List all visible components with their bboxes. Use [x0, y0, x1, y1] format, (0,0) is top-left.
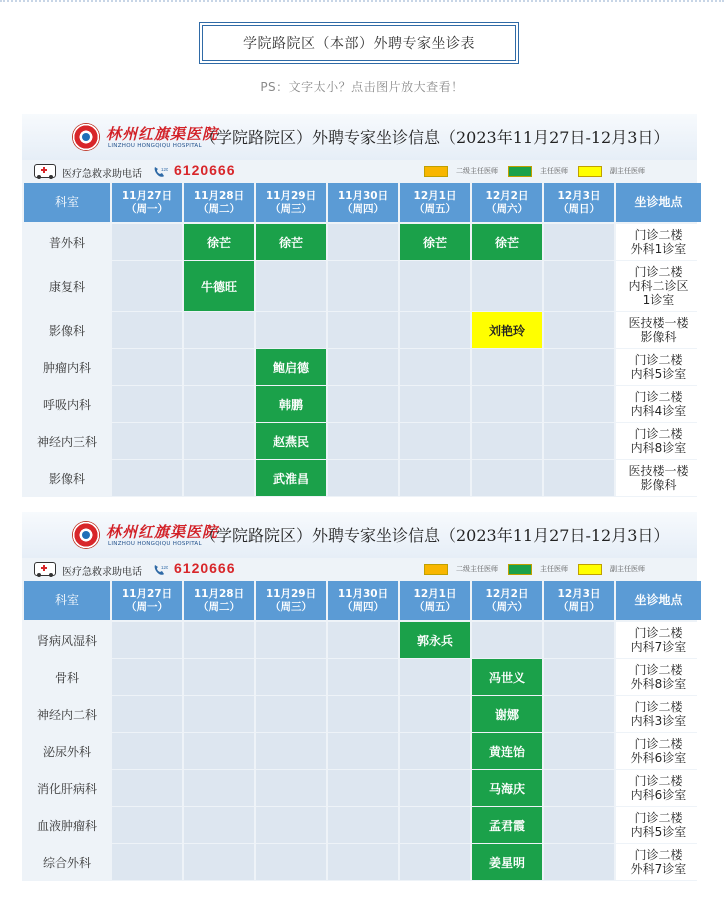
doctor-cell: 牛德旺 [184, 261, 254, 311]
legend-label: 二级主任医师 [456, 565, 498, 573]
header-date: 11月30日 [337, 189, 389, 202]
hospital-name: 林州红旗渠医院 [106, 125, 219, 143]
table-row [24, 770, 701, 806]
dept-cell: 神经内二科 [24, 696, 110, 732]
empty-cell [400, 696, 470, 732]
header-date: 12月3日 [557, 189, 601, 202]
table-row [24, 622, 701, 658]
header-day [472, 581, 542, 620]
location-line: 外科8诊室 [630, 677, 687, 691]
header-weekday: （周四） [342, 202, 384, 215]
location-cell [616, 770, 701, 806]
header-day [256, 581, 326, 620]
doctor-cell: 徐芒 [472, 224, 542, 260]
header-day [400, 581, 470, 620]
schedule-image-2[interactable] [22, 512, 697, 881]
header-weekday: （周三） [270, 600, 312, 613]
dept-cell: 影像科 [24, 312, 110, 348]
doctor-cell: 徐芒 [184, 224, 254, 260]
empty-cell [400, 659, 470, 695]
header-location: 坐诊地点 [616, 581, 701, 620]
location-line: 门诊二楼 [634, 700, 683, 714]
schedule-title: （学院路院区）外聘专家坐诊信息（2023年11月27日-12月3日） [200, 526, 670, 545]
empty-cell [112, 733, 182, 769]
table-row [24, 224, 701, 260]
empty-cell [400, 261, 470, 311]
legend-swatch [508, 564, 532, 575]
header-date: 11月29日 [265, 587, 317, 600]
hospital-name: 林州红旗渠医院 [106, 523, 219, 541]
empty-cell [112, 312, 182, 348]
empty-cell [544, 386, 614, 422]
table-row [24, 696, 701, 732]
empty-cell [184, 844, 254, 880]
doctor-cell: 武淮昌 [256, 460, 326, 496]
legend-item [508, 166, 568, 177]
dept-cell: 血液肿瘤科 [24, 807, 110, 843]
location-line: 内科8诊室 [630, 441, 687, 455]
header-day [544, 581, 614, 620]
dept-cell: 泌尿外科 [24, 733, 110, 769]
page-title-box [199, 22, 519, 64]
empty-cell [184, 696, 254, 732]
hospital-name-en: LINZHOU HONGQIQU HOSPITAL [108, 541, 202, 547]
table-row [24, 659, 701, 695]
legend-label: 主任医师 [540, 167, 568, 175]
empty-cell [328, 460, 398, 496]
empty-cell [544, 312, 614, 348]
doctor-cell: 韩鹏 [256, 386, 326, 422]
empty-cell [400, 460, 470, 496]
dept-cell: 神经内三科 [24, 423, 110, 459]
empty-cell [328, 622, 398, 658]
empty-cell [328, 733, 398, 769]
location-cell [616, 261, 701, 311]
empty-cell [328, 423, 398, 459]
empty-cell [184, 349, 254, 385]
location-line: 门诊二楼 [634, 353, 683, 367]
schedule-image-1[interactable] [22, 114, 697, 497]
schedule-table [22, 580, 703, 881]
legend-swatch [424, 166, 448, 177]
dept-cell: 骨科 [24, 659, 110, 695]
empty-cell [184, 386, 254, 422]
empty-cell [544, 770, 614, 806]
empty-cell [112, 770, 182, 806]
doctor-cell: 马海庆 [472, 770, 542, 806]
table-header-row [24, 581, 701, 620]
header-date: 11月27日 [121, 189, 173, 202]
empty-cell [256, 733, 326, 769]
ps-note: PS：文字太小？点击图片放大查看！ [260, 80, 464, 94]
doctor-cell: 姜星明 [472, 844, 542, 880]
header-date: 11月29日 [265, 189, 317, 202]
location-line: 内科7诊室 [630, 640, 687, 654]
table-row [24, 386, 701, 422]
empty-cell [328, 312, 398, 348]
doctor-cell: 郭永兵 [400, 622, 470, 658]
empty-cell [184, 659, 254, 695]
location-line: 内科5诊室 [630, 825, 687, 839]
empty-cell [328, 807, 398, 843]
empty-cell [256, 770, 326, 806]
empty-cell [544, 349, 614, 385]
doctor-cell: 冯世义 [472, 659, 542, 695]
table-row [24, 312, 701, 348]
hotline-number: 6120666 [174, 560, 236, 576]
panel-header [22, 512, 697, 558]
dept-cell: 康复科 [24, 261, 110, 311]
location-line: 影像科 [640, 478, 677, 492]
empty-cell [544, 261, 614, 311]
header-weekday: （周二） [198, 600, 240, 613]
header-day [184, 183, 254, 222]
empty-cell [256, 807, 326, 843]
panel-header [22, 114, 697, 160]
header-weekday: （周日） [558, 202, 600, 215]
location-line: 门诊二楼 [634, 427, 683, 441]
hotline-number: 6120666 [174, 162, 236, 178]
empty-cell [112, 349, 182, 385]
header-day [544, 183, 614, 222]
empty-cell [256, 696, 326, 732]
ambulance-icon [34, 562, 56, 576]
empty-cell [184, 312, 254, 348]
header-day [184, 581, 254, 620]
hotline-label: 医疗急救求助电话 [62, 567, 142, 578]
empty-cell [472, 386, 542, 422]
header-location: 坐诊地点 [616, 183, 701, 222]
empty-cell [256, 261, 326, 311]
table-row [24, 261, 701, 311]
legend-item [508, 564, 568, 575]
doctor-cell: 刘艳玲 [472, 312, 542, 348]
empty-cell [328, 844, 398, 880]
header-weekday: （周日） [558, 600, 600, 613]
dept-cell: 普外科 [24, 224, 110, 260]
header-weekday: （周六） [486, 202, 528, 215]
location-line: 门诊二楼 [634, 774, 683, 788]
doctor-cell: 徐芒 [256, 224, 326, 260]
empty-cell [544, 460, 614, 496]
empty-cell [256, 844, 326, 880]
header-weekday: （周五） [414, 202, 456, 215]
header-date: 12月1日 [413, 587, 457, 600]
header-day [472, 183, 542, 222]
empty-cell [328, 696, 398, 732]
empty-cell [400, 807, 470, 843]
empty-cell [400, 312, 470, 348]
empty-cell [472, 460, 542, 496]
header-weekday: （周一） [126, 202, 168, 215]
empty-cell [112, 659, 182, 695]
location-line: 1诊室 [642, 293, 675, 307]
legend-label: 二级主任医师 [456, 167, 498, 175]
table-row [24, 844, 701, 880]
empty-cell [544, 696, 614, 732]
legend-swatch [578, 564, 602, 575]
empty-cell [544, 807, 614, 843]
location-cell [616, 386, 701, 422]
location-line: 影像科 [640, 330, 677, 344]
header-day [112, 183, 182, 222]
phone-120-icon [152, 562, 168, 576]
empty-cell [112, 386, 182, 422]
location-cell [616, 696, 701, 732]
location-line: 门诊二楼 [634, 811, 683, 825]
location-cell [616, 622, 701, 658]
empty-cell [472, 349, 542, 385]
table-row [24, 807, 701, 843]
dept-cell: 消化肝病科 [24, 770, 110, 806]
empty-cell [112, 807, 182, 843]
empty-cell [544, 622, 614, 658]
empty-cell [328, 224, 398, 260]
legend-item [578, 564, 645, 575]
header-weekday: （周五） [414, 600, 456, 613]
header-weekday: （周六） [486, 600, 528, 613]
location-line: 内科二诊区 [628, 279, 689, 293]
dept-cell: 肾病风湿科 [24, 622, 110, 658]
header-day [256, 183, 326, 222]
header-day [328, 183, 398, 222]
header-date: 12月2日 [485, 189, 529, 202]
ambulance-icon [34, 164, 56, 178]
empty-cell [472, 423, 542, 459]
location-line: 医技楼一楼 [628, 464, 689, 478]
empty-cell [400, 386, 470, 422]
hospital-logo-icon [72, 521, 100, 549]
empty-cell [256, 622, 326, 658]
phone-120-icon [152, 164, 168, 178]
doctor-cell: 孟君霞 [472, 807, 542, 843]
location-line: 内科4诊室 [630, 404, 687, 418]
location-cell [616, 733, 701, 769]
dept-cell: 肿瘤内科 [24, 349, 110, 385]
legend-swatch [424, 564, 448, 575]
empty-cell [256, 659, 326, 695]
empty-cell [112, 423, 182, 459]
location-line: 内科5诊室 [630, 367, 687, 381]
legend-label: 副主任医师 [610, 167, 645, 175]
empty-cell [184, 733, 254, 769]
header-date: 11月30日 [337, 587, 389, 600]
header-weekday: （周二） [198, 202, 240, 215]
svg-text:120: 120 [161, 167, 168, 172]
location-line: 门诊二楼 [634, 737, 683, 751]
location-line: 内科3诊室 [630, 714, 687, 728]
page-title: 学院路院区（本部）外聘专家坐诊表 [202, 25, 516, 61]
legend [424, 164, 655, 178]
header-date: 11月28日 [193, 587, 245, 600]
header-date: 12月2日 [485, 587, 529, 600]
dept-cell: 影像科 [24, 460, 110, 496]
empty-cell [184, 807, 254, 843]
panel-subheader [22, 558, 697, 580]
location-cell [616, 349, 701, 385]
empty-cell [112, 224, 182, 260]
location-cell [616, 659, 701, 695]
doctor-cell: 黄连饴 [472, 733, 542, 769]
hospital-logo-icon [72, 123, 100, 151]
schedule-table [22, 182, 703, 497]
legend-item [578, 166, 645, 177]
table-row [24, 733, 701, 769]
doctor-cell: 赵燕民 [256, 423, 326, 459]
svg-text:120: 120 [161, 565, 168, 570]
header-dept: 科室 [24, 183, 110, 222]
empty-cell [112, 844, 182, 880]
legend-label: 副主任医师 [610, 565, 645, 573]
location-cell [616, 807, 701, 843]
location-line: 外科7诊室 [630, 862, 687, 876]
empty-cell [544, 733, 614, 769]
header-dept: 科室 [24, 581, 110, 620]
doctor-cell: 鲍启德 [256, 349, 326, 385]
legend [424, 562, 655, 576]
dept-cell: 呼吸内科 [24, 386, 110, 422]
header-date: 11月27日 [121, 587, 173, 600]
empty-cell [400, 349, 470, 385]
empty-cell [328, 349, 398, 385]
location-line: 门诊二楼 [634, 228, 683, 242]
empty-cell [544, 659, 614, 695]
empty-cell [184, 460, 254, 496]
header-weekday: （周三） [270, 202, 312, 215]
location-line: 外科1诊室 [630, 242, 687, 256]
legend-label: 主任医师 [540, 565, 568, 573]
header-date: 11月28日 [193, 189, 245, 202]
location-line: 门诊二楼 [634, 265, 683, 279]
location-cell [616, 224, 701, 260]
location-line: 医技楼一楼 [628, 316, 689, 330]
empty-cell [184, 770, 254, 806]
empty-cell [544, 423, 614, 459]
dept-cell: 综合外科 [24, 844, 110, 880]
empty-cell [544, 224, 614, 260]
hotline-label: 医疗急救求助电话 [62, 169, 142, 180]
empty-cell [328, 261, 398, 311]
header-date: 12月1日 [413, 189, 457, 202]
empty-cell [112, 622, 182, 658]
empty-cell [328, 770, 398, 806]
empty-cell [400, 423, 470, 459]
location-cell [616, 844, 701, 880]
empty-cell [472, 622, 542, 658]
legend-item [424, 166, 498, 177]
top-divider [0, 0, 724, 4]
empty-cell [328, 386, 398, 422]
location-line: 外科6诊室 [630, 751, 687, 765]
table-row [24, 423, 701, 459]
hospital-name-en: LINZHOU HONGQIQU HOSPITAL [108, 143, 202, 149]
location-line: 内科6诊室 [630, 788, 687, 802]
header-day [112, 581, 182, 620]
legend-swatch [508, 166, 532, 177]
location-line: 门诊二楼 [634, 626, 683, 640]
table-row [24, 349, 701, 385]
empty-cell [112, 460, 182, 496]
empty-cell [256, 312, 326, 348]
location-cell [616, 312, 701, 348]
location-line: 门诊二楼 [634, 848, 683, 862]
empty-cell [184, 423, 254, 459]
legend-swatch [578, 166, 602, 177]
empty-cell [472, 261, 542, 311]
doctor-cell: 徐芒 [400, 224, 470, 260]
location-line: 门诊二楼 [634, 663, 683, 677]
schedule-title: （学院路院区）外聘专家坐诊信息（2023年11月27日-12月3日） [200, 128, 670, 147]
table-row [24, 460, 701, 496]
location-cell [616, 460, 701, 496]
header-day [328, 581, 398, 620]
location-cell [616, 423, 701, 459]
panel-subheader [22, 160, 697, 182]
empty-cell [400, 844, 470, 880]
doctor-cell: 谢娜 [472, 696, 542, 732]
empty-cell [544, 844, 614, 880]
header-day [400, 183, 470, 222]
empty-cell [184, 622, 254, 658]
legend-item [424, 564, 498, 575]
empty-cell [112, 261, 182, 311]
empty-cell [112, 696, 182, 732]
location-line: 门诊二楼 [634, 390, 683, 404]
header-date: 12月3日 [557, 587, 601, 600]
table-header-row [24, 183, 701, 222]
header-weekday: （周四） [342, 600, 384, 613]
header-weekday: （周一） [126, 600, 168, 613]
empty-cell [400, 733, 470, 769]
empty-cell [328, 659, 398, 695]
empty-cell [400, 770, 470, 806]
